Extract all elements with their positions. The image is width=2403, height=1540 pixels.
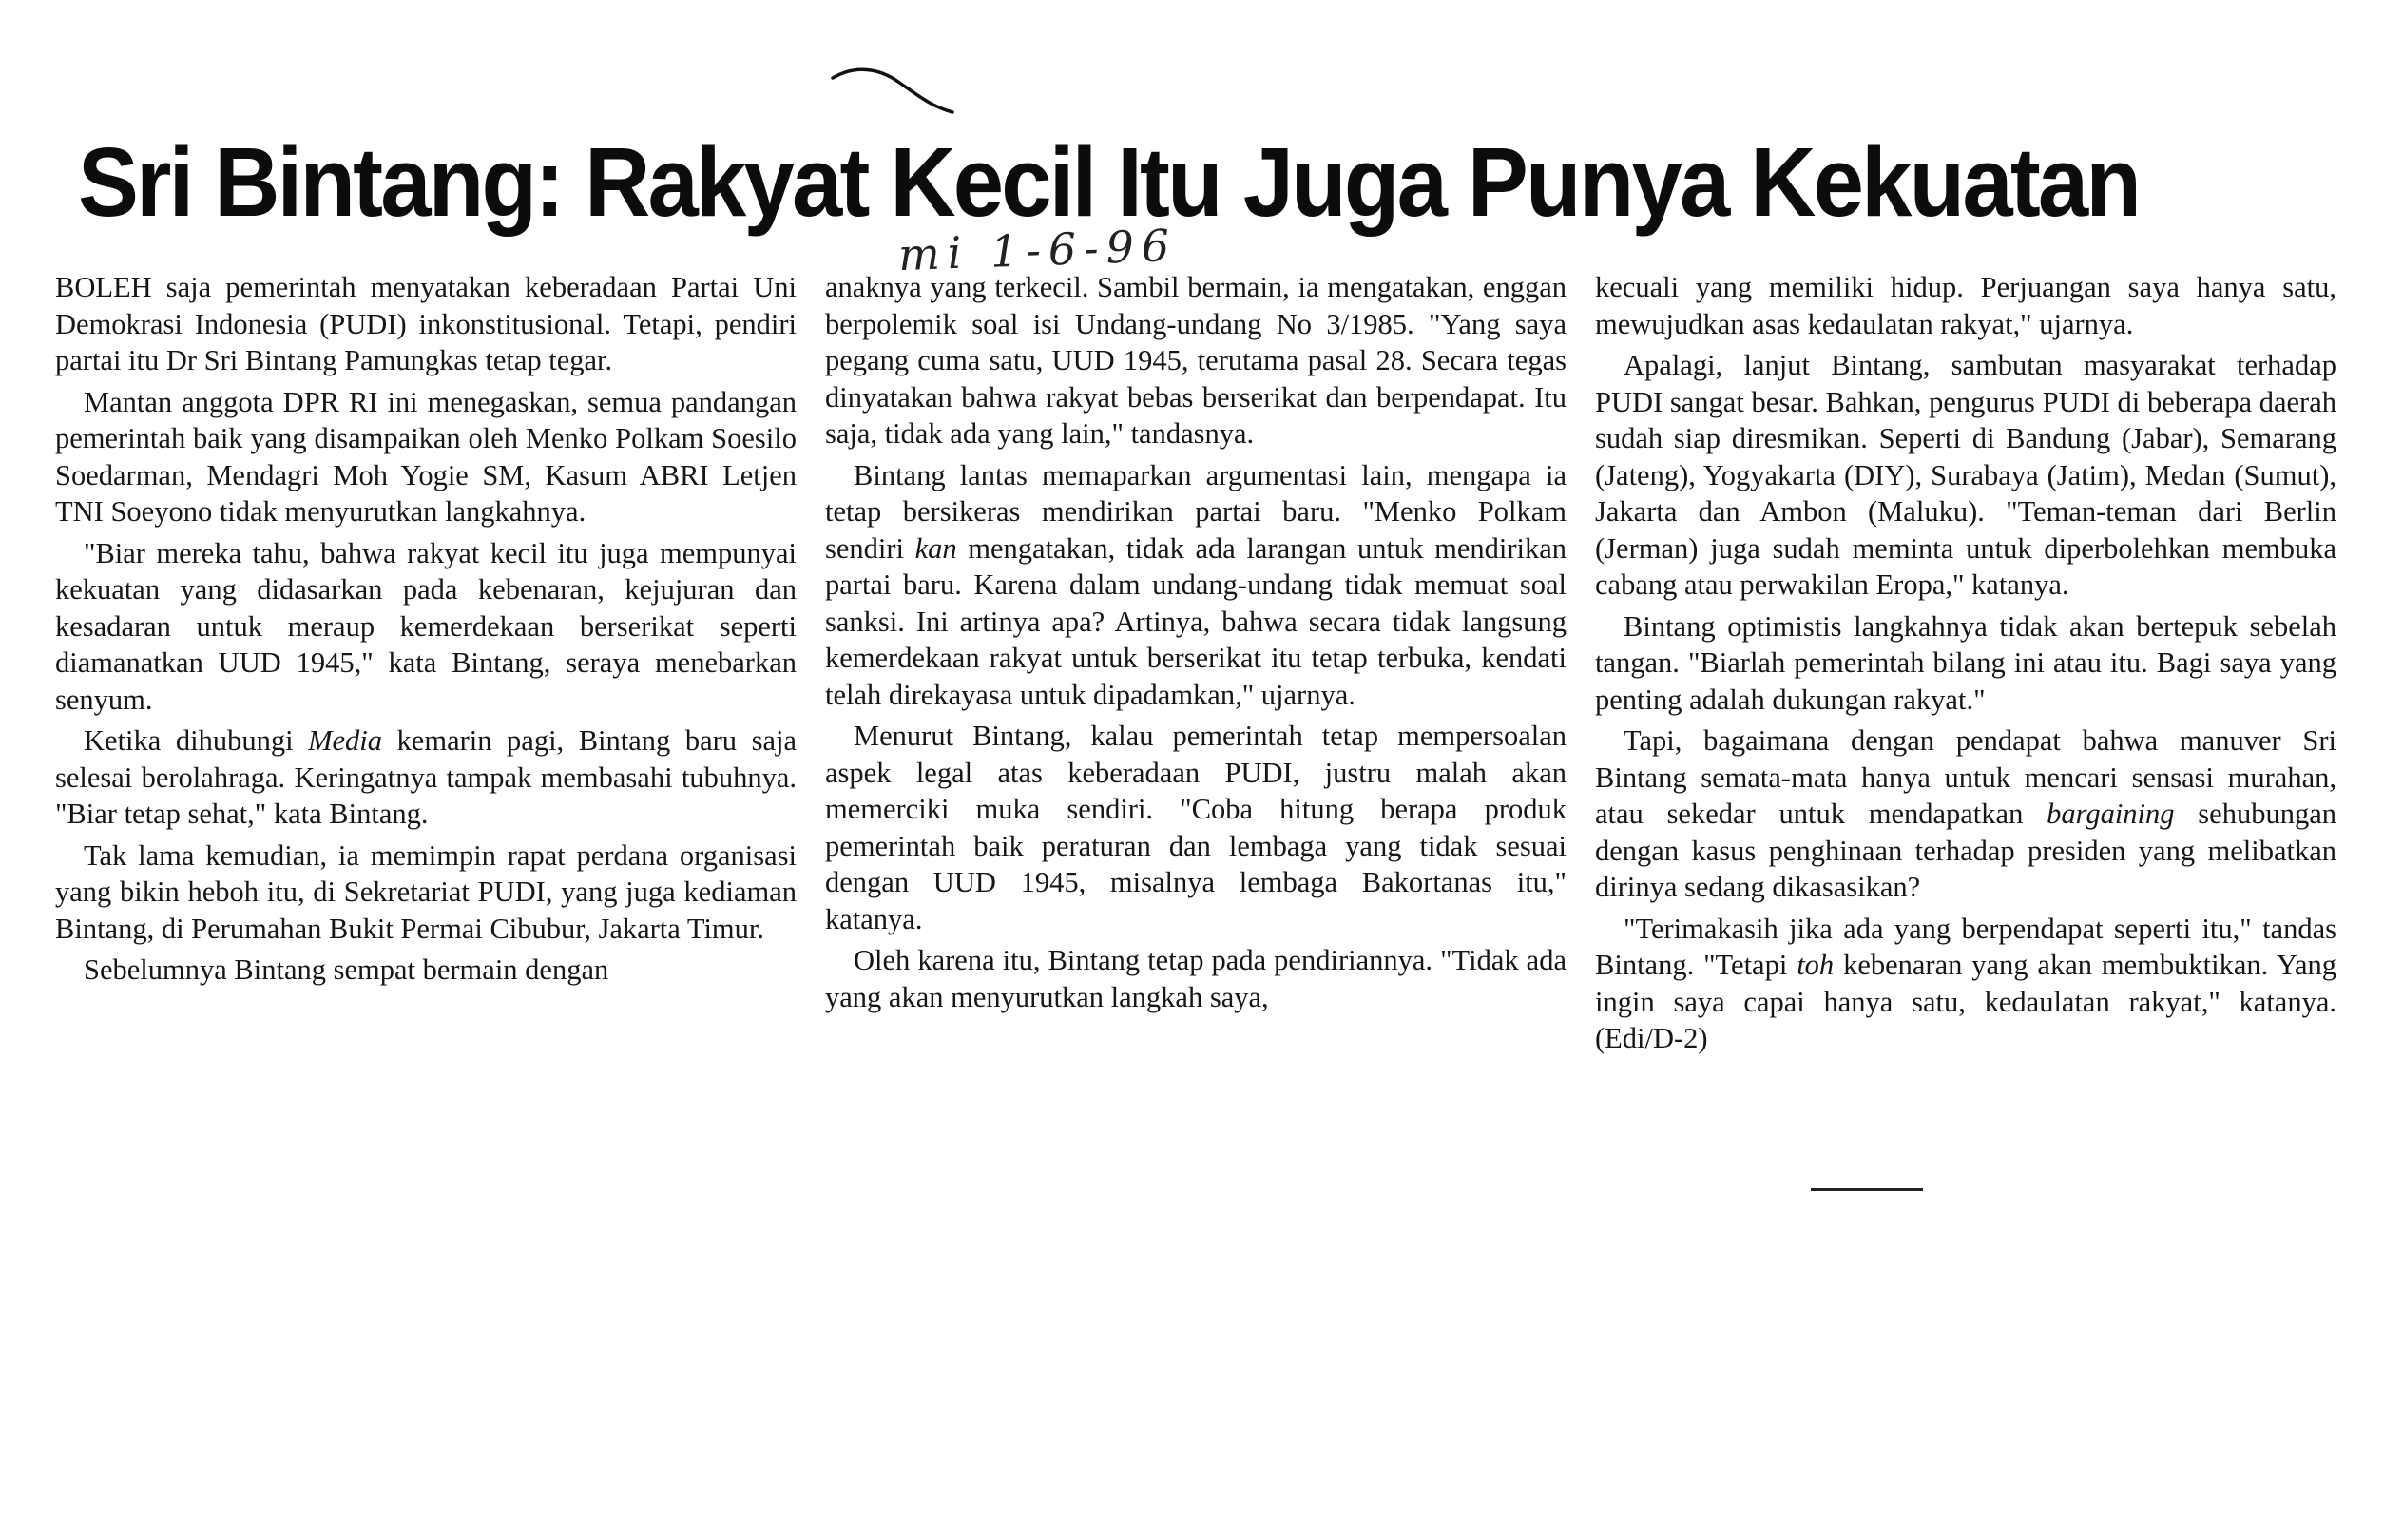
italic-term: toh xyxy=(1797,949,1835,981)
handwritten-date-note: mi 1-6-96 xyxy=(897,219,1178,281)
paragraph: Sebelumnya Bintang sempat bermain dengan xyxy=(84,953,609,986)
pen-stroke-mark xyxy=(827,57,960,124)
paragraph-text: Bintang lantas memaparkan argumentasi lain, mengapa ia tetap bersikeras mendirikan partai baru. "Menko Polkam sendiri xyxy=(825,458,1567,565)
paragraph-text: Ketika dihubungi xyxy=(84,724,309,757)
article-column-2 xyxy=(825,269,1567,1153)
paragraph xyxy=(825,457,1567,714)
paragraph: kecuali yang memiliki hidup. Perjuangan saya hanya satu, mewujudkan asas kedaulatan rakyat," ujarnya. xyxy=(1595,271,2336,340)
italic-term: bargaining xyxy=(2047,798,2175,830)
paragraph: Tak lama kemudian, ia memimpin rapat perdana organisasi yang bikin heboh itu, di Sekretariat PUDI, yang juga kediaman Bintang, di Perumahan Bukit Permai Cibubur, Jakarta Timur. xyxy=(55,838,797,945)
italic-term: Media xyxy=(308,724,383,757)
paragraph-text: "Terimakasih jika ada yang berpendapat seperti itu," tandas Bintang. "Tetapi xyxy=(1595,912,2336,981)
paragraph: Apalagi, lanjut Bintang, sambutan masyarakat terhadap PUDI sangat besar. Bahkan, pengurus PUDI di beberapa daerah sudah siap diresmikan. Seperti di Bandung (Jabar), Semarang (Jateng), Yogyakarta (DIY), Surabaya (Jatim), Medan (Sumut), Jakarta dan Ambon (Maluku). "Teman-teman dari Berlin (Jerman) juga sudah meminta untuk diperbolehkan membuka cabang atau perwakilan Eropa," katanya. xyxy=(1595,349,2336,601)
paragraph: anaknya yang terkecil. Sambil bermain, ia mengatakan, enggan berpolemik soal isi Undang-undang No 3/1985. "Yang saya pegang cuma satu, UUD 1945, terutama pasal 28. Secara tegas dinyatakan bahwa rakyat bebas berserikat dan berpendapat. Itu saja, tidak ada yang lain," tandasnya. xyxy=(825,271,1567,450)
paragraph: "Biar mereka tahu, bahwa rakyat kecil itu juga mempunyai kekuatan yang didasarkan pada kebenaran, kejujuran dan kesadaran untuk meraup kemerdekaan berserikat seperti diamanatkan UUD 1945," kata Bintang, seraya menebarkan senyum. xyxy=(55,536,797,716)
paragraph: Bintang optimistis langkahnya tidak akan bertepuk sebelah tangan. "Biarlah pemerintah bilang ini atau itu. Bagi saya yang penting adalah dukungan rakyat." xyxy=(1595,609,2336,716)
italic-term: kan xyxy=(914,531,957,565)
paragraph: Menurut Bintang, kalau pemerintah tetap mempersoalan aspek legal atas keberadaan PUDI, justru malah akan memerciki muka sendiri. "Coba hitung berapa produk pemerintah baik peraturan dan lembaga yang tidak sesuai dengan UUD 1945, misalnya lembaga Bakortanas itu," katanya. xyxy=(825,720,1567,935)
paragraph xyxy=(1595,911,2336,1057)
paragraph: BOLEH saja pemerintah menyatakan keberadaan Partai Uni Demokrasi Indonesia (PUDI) inkonstitusional. Tetapi, pendiri partai itu Dr Sri Bintang Pamungkas tetap tegar. xyxy=(55,271,797,376)
paragraph-text: mengatakan, tidak ada larangan untuk mendirikan partai baru. Karena dalam undang-undang tidak memuat soal sanksi. Ini artinya apa? Artinya, bahwa secara tidak langsung kemerdekaan rakyat untuk berserikat itu tetap terbuka, kendati telah direkayasa untuk dipadamkan," ujarnya. xyxy=(825,531,1567,711)
article-end-rule xyxy=(1811,1188,1923,1191)
paragraph xyxy=(55,722,797,833)
paragraph-text: kemarin pagi, Bintang baru saja selesai berolahraga. Keringatnya tampak membasahi tubuhnya. "Biar tetap sehat," kata Bintang. xyxy=(55,724,797,830)
headline: Sri Bintang: Rakyat Kecil Itu Juga Punya Kekuatan xyxy=(78,127,2140,237)
paragraph xyxy=(1595,722,2336,906)
article-column-1 xyxy=(55,269,797,1153)
paragraph-text: kebenaran yang akan membuktikan. Yang ingin saya capai hanya satu, kedaulatan rakyat," katanya. (Edi/D-2) xyxy=(1595,949,2336,1054)
paragraph: Mantan anggota DPR RI ini menegaskan, semua pandangan pemerintah baik yang disampaikan oleh Menko Polkam Soesilo Soedarman, Mendagri Moh Yogie SM, Kasum ABRI Letjen TNI Soeyono tidak menyurutkan langkahnya. xyxy=(55,385,797,528)
paragraph-text: sehubungan dengan kasus penghinaan terhadap presiden yang melibatkan dirinya sedang dikasasikan? xyxy=(1595,798,2336,903)
paragraph: Oleh karena itu, Bintang tetap pada pendiriannya. "Tidak ada yang akan menyurutkan langkah saya, xyxy=(825,944,1567,1013)
paragraph-text: Tapi, bagaimana dengan pendapat bahwa manuver Sri Bintang semata-mata hanya untuk mencari sensasi murahan, atau sekedar untuk mendapatkan xyxy=(1595,724,2336,830)
article-column-3 xyxy=(1595,269,2336,1153)
